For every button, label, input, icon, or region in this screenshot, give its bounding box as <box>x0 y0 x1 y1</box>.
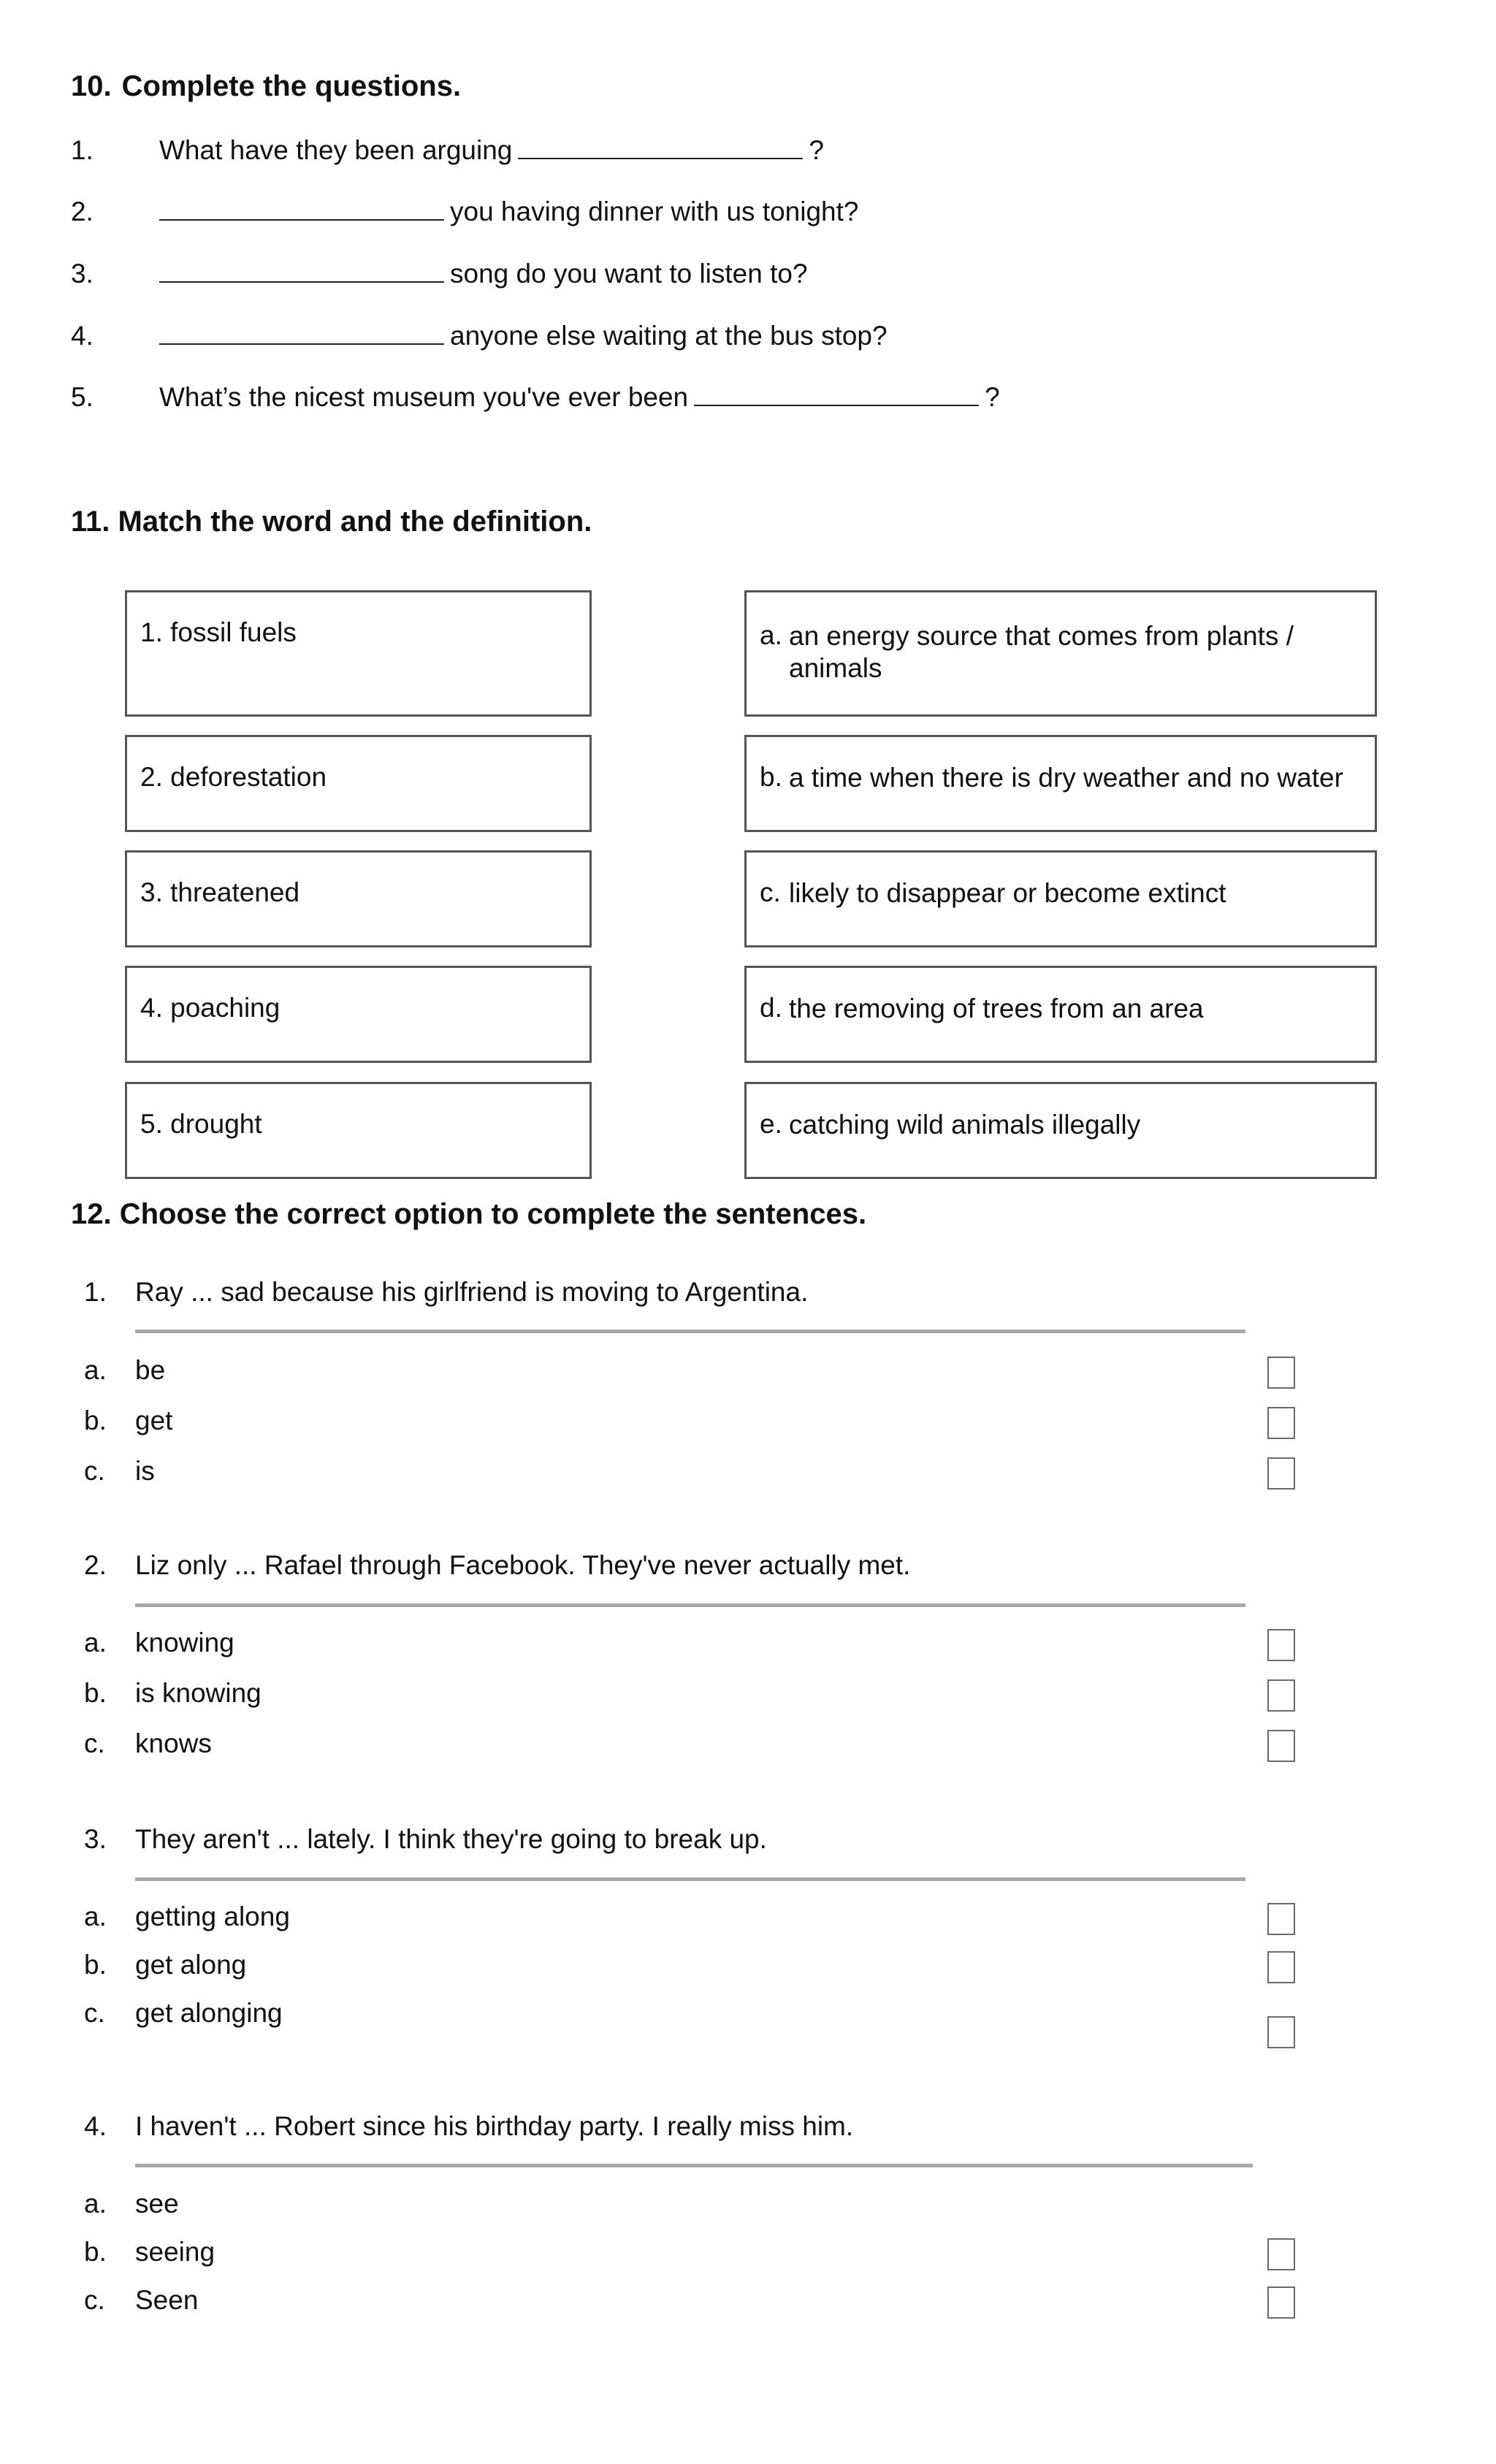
item-text: What’s the nicest museum you've ever been <box>159 382 689 412</box>
definition-box-d <box>744 966 1377 1063</box>
option-text: is <box>135 1456 155 1486</box>
option-text: getting along <box>135 1902 290 1931</box>
definition-box-c <box>744 850 1377 947</box>
question-text: Liz only ... Rafael through Facebook. They've never actually met. <box>135 1550 911 1580</box>
answer-blank[interactable] <box>159 343 444 345</box>
word-box-1 <box>125 590 592 717</box>
item-number: 4. <box>71 321 94 351</box>
definition-box-e <box>744 1082 1377 1179</box>
item-number: 2. <box>71 197 94 226</box>
answer-blank[interactable] <box>518 157 803 159</box>
word-label: 1. fossil fuels <box>140 617 297 647</box>
option-letter: a. <box>84 1902 107 1931</box>
checkbox-q1-a[interactable] <box>1267 1357 1295 1389</box>
option-letter: a. <box>84 2189 107 2219</box>
answer-blank[interactable] <box>159 281 444 283</box>
definition-text: likely to disappear or become extinct <box>789 878 1226 908</box>
definition-box-b <box>744 735 1377 832</box>
word-label: 5. drought <box>140 1109 262 1139</box>
checkbox-q4-c[interactable] <box>1267 2286 1295 2319</box>
section-12-heading: 12. Choose the correct option to complete the sentences. <box>71 1198 867 1230</box>
item-number: 5. <box>71 382 94 412</box>
definition-text: the removing of trees from an area <box>789 993 1204 1023</box>
option-text: be <box>135 1355 166 1385</box>
option-letter: b. <box>84 1405 107 1435</box>
definition-letter: d. <box>760 993 782 1023</box>
option-text: knows <box>135 1728 212 1758</box>
section-10-heading <box>71 70 461 103</box>
option-text: Seen <box>135 2285 199 2315</box>
checkbox-q1-c[interactable] <box>1267 1457 1295 1490</box>
word-label: 4. poaching <box>140 993 280 1023</box>
word-box-2 <box>125 735 592 832</box>
option-letter: c. <box>84 2285 105 2315</box>
option-letter: b. <box>84 2237 107 2267</box>
option-letter: c. <box>84 1728 105 1758</box>
definition-text: catching wild animals illegally <box>789 1110 1141 1140</box>
checkbox-q4-b[interactable] <box>1267 2238 1295 2270</box>
definition-letter: c. <box>760 877 781 907</box>
option-text: get <box>135 1405 173 1435</box>
section-10-number: 10. <box>71 70 112 102</box>
item-text-end: ? <box>809 135 824 165</box>
item-text-end: anyone else waiting at the bus stop? <box>450 321 888 351</box>
question-text: They aren't ... lately. I think they're going to break up. <box>135 1824 767 1854</box>
option-text: get along <box>135 1950 247 1980</box>
word-box-3 <box>125 850 592 947</box>
word-box-4 <box>125 966 592 1063</box>
option-letter: b. <box>84 1678 107 1708</box>
item-text-end: you having dinner with us tonight? <box>450 197 859 226</box>
definition-box-a <box>744 590 1377 717</box>
option-text: knowing <box>135 1628 234 1658</box>
definition-letter: e. <box>760 1109 782 1139</box>
option-letter: a. <box>84 1355 107 1385</box>
question-text: I haven't ... Robert since his birthday party. I really miss him. <box>135 2111 854 2141</box>
answer-rule <box>135 1330 1245 1333</box>
item-number: 3. <box>71 259 94 289</box>
definition-letter: b. <box>760 762 782 792</box>
answer-rule <box>135 1603 1245 1607</box>
option-letter: a. <box>84 1628 107 1658</box>
checkbox-q3-a[interactable] <box>1267 1903 1295 1935</box>
checkbox-q2-c[interactable] <box>1267 1730 1295 1762</box>
word-label: 2. deforestation <box>140 762 327 792</box>
question-number: 2. <box>84 1550 107 1580</box>
checkbox-q1-b[interactable] <box>1267 1407 1295 1439</box>
definition-letter: a. <box>760 620 782 650</box>
option-letter: c. <box>84 1998 105 2028</box>
question-number: 3. <box>84 1824 107 1854</box>
answer-rule <box>135 1877 1245 1881</box>
option-text: is knowing <box>135 1678 262 1708</box>
item-text: What have they been arguing <box>159 135 513 165</box>
option-letter: c. <box>84 1456 105 1486</box>
option-text: see <box>135 2189 179 2219</box>
checkbox-q2-a[interactable] <box>1267 1629 1295 1661</box>
definition-text: an energy source that comes from plants / animals <box>789 621 1294 683</box>
section-10-title: Complete the questions. <box>121 70 462 102</box>
question-number: 4. <box>84 2111 107 2141</box>
checkbox-q2-b[interactable] <box>1267 1679 1295 1712</box>
answer-blank[interactable] <box>694 404 979 406</box>
option-text: seeing <box>135 2237 215 2267</box>
checkbox-q3-b[interactable] <box>1267 1951 1295 1983</box>
option-text: get alonging <box>135 1998 283 2028</box>
item-text-end: ? <box>985 382 1000 412</box>
answer-rule <box>135 2164 1253 2167</box>
question-text: Ray ... sad because his girlfriend is moving to Argentina. <box>135 1277 809 1307</box>
item-text-end: song do you want to listen to? <box>450 259 808 289</box>
word-box-5 <box>125 1082 592 1179</box>
definition-text: a time when there is dry weather and no water <box>789 763 1343 793</box>
answer-blank[interactable] <box>159 218 444 221</box>
checkbox-q3-c[interactable] <box>1267 2016 1295 2048</box>
word-label: 3. threatened <box>140 877 300 907</box>
section-11-heading: 11. Match the word and the definition. <box>71 506 592 538</box>
option-letter: b. <box>84 1950 107 1980</box>
item-number: 1. <box>71 135 94 165</box>
question-number: 1. <box>84 1277 107 1307</box>
